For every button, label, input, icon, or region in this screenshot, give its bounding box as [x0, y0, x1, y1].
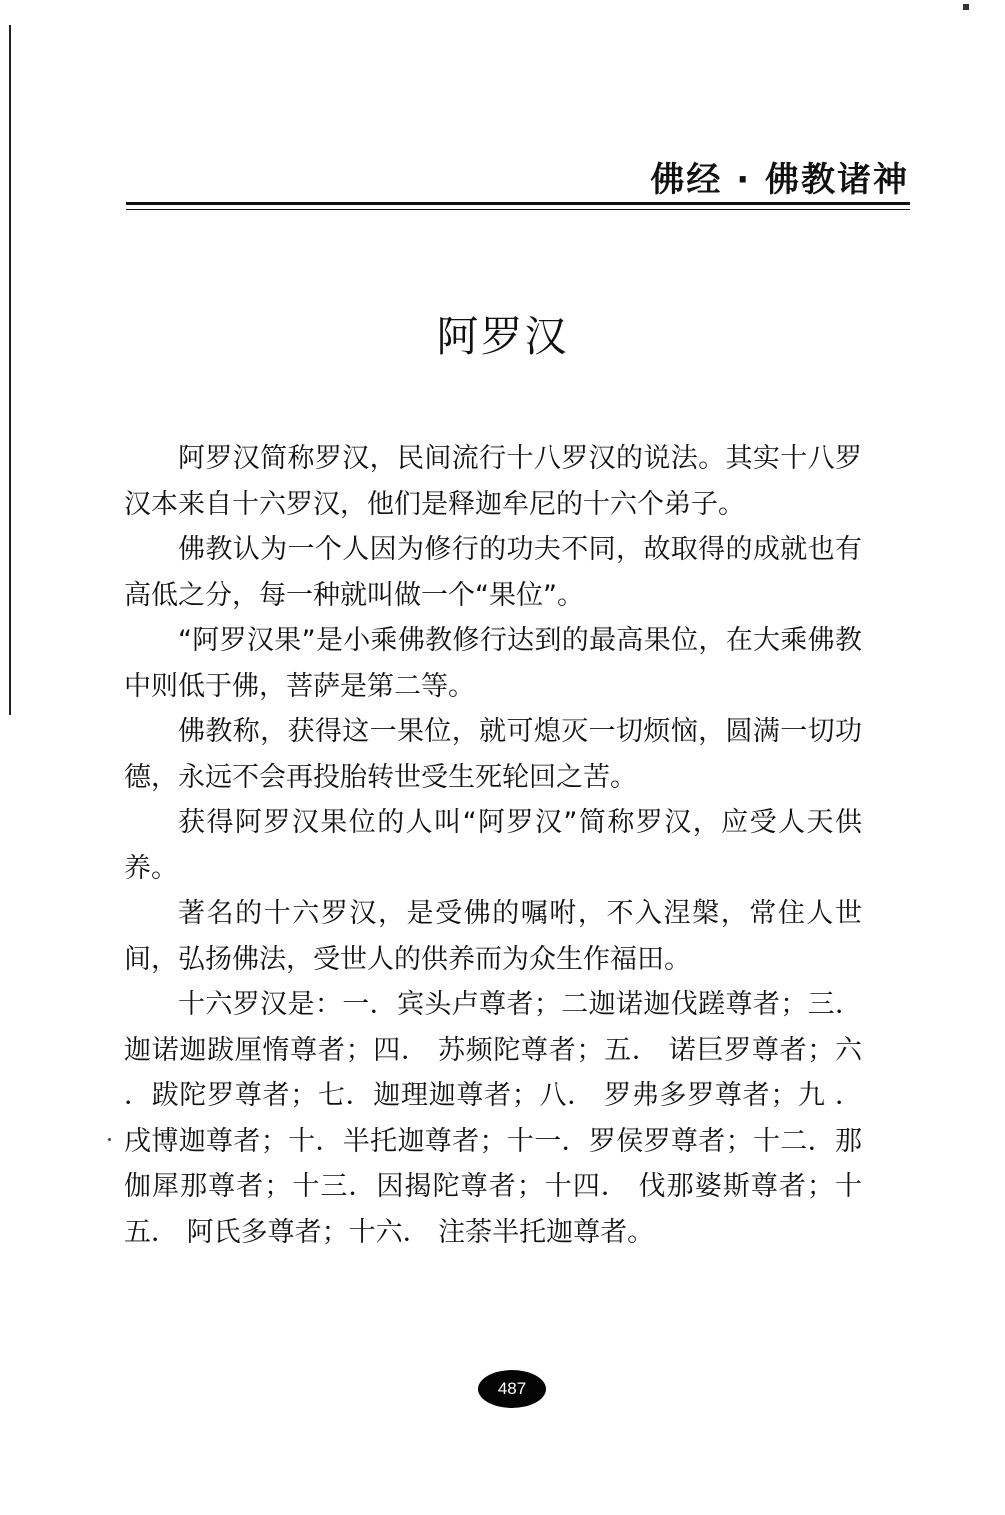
header-rule-thick: [126, 202, 910, 205]
paragraph: 阿罗汉简称罗汉，民间流行十八罗汉的说法。其实十八罗汉本来自十六罗汉，他们是释迦牟尼的十六个弟子。: [124, 443, 862, 520]
paragraph: 著名的十六罗汉，是受佛的嘱咐，不入涅槃，常住人世间，弘扬佛法，受世人的供养而为众生作福田。: [124, 898, 862, 975]
binding-edge-mark: [9, 25, 11, 715]
paragraph: 获得阿罗汉果位的人叫“阿罗汉”简称罗汉，应受人天供养。: [124, 807, 862, 884]
scan-speck: [108, 1138, 111, 1141]
scan-corner-mark: [963, 4, 969, 10]
paragraph: 十六罗汉是：一．宾头卢尊者；二迦诺迦伐蹉尊者；三． 迦诺迦跋厘惰尊者；四． 苏频陀尊者；五． 诺巨罗尊者；六 ．跋陀罗尊者；七．迦理迦尊者；八． 罗弗多罗尊者；九 ．戌博迦尊者；十．半托迦尊者；十一．罗侯罗尊者；十二．那伽犀那尊者；十三．因揭陀尊者；十四． 伐那婆斯尊者；十五． 阿氏多尊者；十六． 注荼半托迦尊者。: [124, 989, 862, 1248]
header-rule-thin: [126, 209, 910, 210]
body-text: [124, 436, 862, 1255]
paragraph: “阿罗汉果”是小乘佛教修行达到的最高果位，在大乘佛教中则低于佛，菩萨是第二等。: [124, 625, 862, 702]
paragraph: 佛教认为一个人因为修行的功夫不同，故取得的成就也有高低之分，每一种就叫做一个“果位”。: [124, 534, 862, 611]
paragraph: 佛教称，获得这一果位，就可熄灭一切烦恼，圆满一切功德，永远不会再投胎转世受生死轮回之苦。: [124, 716, 862, 793]
chapter-title: 阿罗汉: [436, 312, 569, 361]
page-number-badge: 487: [478, 1370, 546, 1408]
running-header: 佛经 · 佛教诸神: [650, 160, 909, 200]
